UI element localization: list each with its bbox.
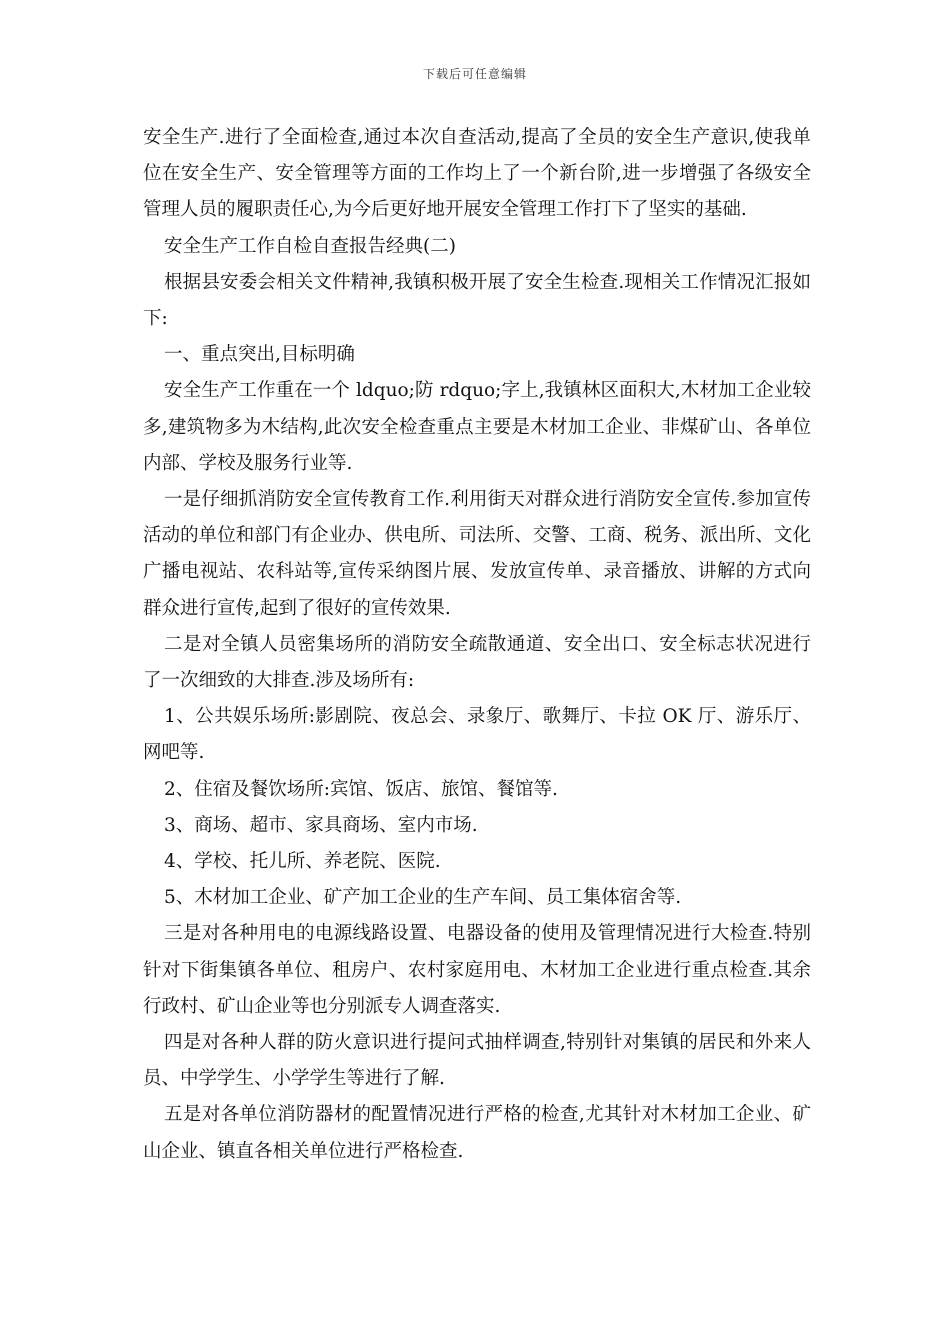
paragraph-intro-continuation: 安全生产.进行了全面检查,通过本次自查活动,提高了全员的安全生产意识,使我单位在安全生产、安全管理等方面的工作均上了一个新台阶,进一步增强了各级安全管理人员的履职责任心,为今后更好地开展安全管理工作打下了坚实的基础. xyxy=(143,127,811,221)
list-item: 5、木材加工企业、矿产加工企业的生产车间、员工集体宿舍等. xyxy=(164,887,682,909)
paragraph: 安全生产工作重在一个 ldquo;防 rdquo;字上,我镇林区面积大,木材加工企业较多,建筑物多为木结构,此次安全检查重点主要是木材加工企业、非煤矿山、各单位内部、学校及服务行业等. xyxy=(143,380,811,474)
paragraph: 四是对各种人群的防火意识进行提问式抽样调查,特别针对集镇的居民和外来人员、中学学生、小学学生等进行了解. xyxy=(143,1032,811,1090)
document-body xyxy=(143,120,811,1170)
section-title: 安全生产工作自检自查报告经典(二) xyxy=(164,235,456,257)
list-item: 1、公共娱乐场所:影剧院、夜总会、录象厅、歌舞厅、卡拉 OK 厅、游乐厅、网吧等. xyxy=(143,706,811,764)
paragraph: 一是仔细抓消防安全宣传教育工作.利用街天对群众进行消防安全宣传.参加宣传活动的单位和部门有企业办、供电所、司法所、交警、工商、税务、派出所、文化广播电视站、农科站等,宣传采纳图片展、发放宣传单、录音播放、讲解的方式向群众进行宣传,起到了很好的宣传效果. xyxy=(143,489,811,619)
list-item: 3、商场、超市、家具商场、室内市场. xyxy=(164,814,478,836)
paragraph: 根据县安委会相关文件精神,我镇积极开展了安全生检查.现相关工作情况汇报如下: xyxy=(143,271,811,330)
page-header: 下载后可任意编辑 xyxy=(422,67,527,81)
paragraph: 二是对全镇人员密集场所的消防安全疏散通道、安全出口、安全标志状况进行了一次细致的大排查.涉及场所有: xyxy=(143,633,811,692)
paragraph: 三是对各种用电的电源线路设置、电器设备的使用及管理情况进行大检查.特别针对下街集镇各单位、租房户、农村家庭用电、木材加工企业进行重点检查.其余行政村、矿山企业等也分别派专人调查落实. xyxy=(143,923,811,1017)
list-item: 4、学校、托儿所、养老院、医院. xyxy=(164,851,441,873)
list-item: 2、住宿及餐饮场所:宾馆、饭店、旅馆、餐馆等. xyxy=(164,778,558,800)
section-heading: 一、重点突出,目标明确 xyxy=(164,344,355,366)
paragraph: 五是对各单位消防器材的配置情况进行严格的检查,尤其针对木材加工企业、矿山企业、镇直各相关单位进行严格检查. xyxy=(143,1104,811,1162)
